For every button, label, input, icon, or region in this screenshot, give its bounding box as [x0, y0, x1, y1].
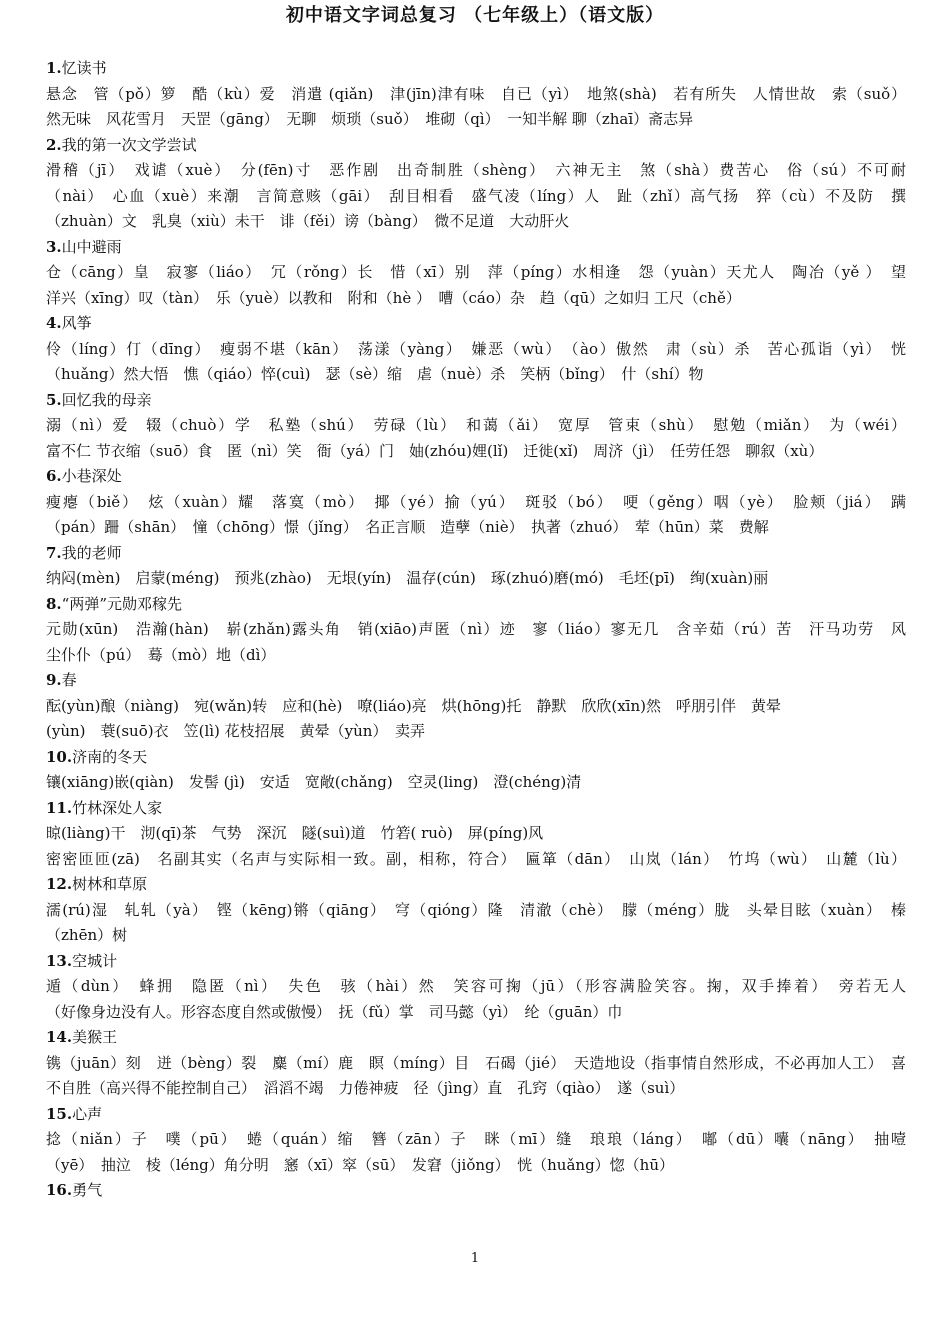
lesson-number: 11.: [46, 798, 73, 817]
lesson-number: 2.: [46, 135, 62, 154]
vocabulary-list: [46, 56, 906, 1204]
vocabulary-line: 伶（líng）仃（dīng） 瘦弱不堪（kān） 荡漾（yàng） 嫌恶（wù） （ào）傲然 肃（sù）杀 苦心孤诣（yì） 恍: [46, 339, 906, 358]
vocabulary-line: 瘦瘪（biě） 炫（xuàn）耀 落寞（mò） 揶（yé）揄（yú） 斑驳（bó） 哽（gěng）咽（yè） 脸颊（jiá） 蹒: [46, 492, 906, 511]
lesson-heading: [46, 745, 906, 771]
lesson-heading: [46, 235, 906, 261]
vocabulary-line: 濡(rú)湿 轧轧（yà） 铿（kēng)锵（qiāng） 穹（qióng）隆 清澈（chè） 朦（méng）胧 头晕目眩（xuàn） 榛: [46, 900, 906, 919]
vocabulary-line: 密密匝匝(zā) 名副其实（名声与实际相一致。副，相称，符合） 匾箪（dān） 山岚（lán） 竹坞（wù） 山麓（lù）: [46, 849, 906, 868]
vocabulary-line: 酝(yùn)酿（niàng) 宛(wǎn)转 应和(hè) 嘹(liáo)亮 烘(hōng)托 静默 欣欣(xīn)然 呼朋引伴 黄晕: [46, 696, 781, 715]
page-title: 初中语文字词总复习 （七年级上）（语文版）: [285, 5, 665, 26]
vocabulary-line: （zhuàn）文 乳臭（xiù）未干 诽（fěi）谤（bàng） 微不足道 大动肝火: [46, 212, 570, 230]
lesson-number: 1.: [46, 59, 62, 77]
vocabulary-line: 滑稽（jī） 戏谑（xuè） 分(fēn)寸 恶作剧 出奇制胜（shèng） 六神无主 煞（shà）费苦心 俗（sú）不可耐: [46, 161, 906, 179]
vocabulary-line: 元勋(xūn) 浩瀚(hàn) 崭(zhǎn)露头角 销(xiāo)声匿（nì）迹 寥（liáo）寥无几 含辛茹（rú）苦 汗马功劳 风: [46, 620, 906, 638]
lesson-heading: [46, 949, 906, 975]
lesson-number: 10.: [46, 747, 73, 766]
vocabulary-line: 溺（nì）爱 辍（chuò）学 私塾（shú） 劳碌（lù） 和蔼（ǎi） 宽厚 管束（shù） 慰勉（miǎn） 为（wéi）: [46, 416, 906, 434]
vocabulary-line: 晾(liàng)干 沏(qī)茶 气势 深沉 隧(suì)道 竹箬( ruò) 屏(píng)风: [46, 824, 544, 842]
vocabulary-line: 不自胜（高兴得不能控制自己） 滔滔不竭 力倦神疲 径（jìng）直 孔窍（qiào） 遂（suì）: [46, 1079, 685, 1097]
lesson-number: 8.: [46, 594, 62, 613]
lesson-title: “两弹”元勋邓稼先: [61, 594, 183, 613]
lesson-title: 空城计: [72, 951, 118, 970]
lesson-heading: [46, 1178, 906, 1204]
vocabulary-line: （好像身边没有人。形容态度自然或傲慢） 抚（fǔ）掌 司马懿（yì） 纶（guān）巾: [46, 1002, 623, 1021]
lesson-title: 山中避雨: [61, 237, 122, 256]
vocabulary-line: （zhēn）树: [46, 926, 128, 944]
vocabulary-line: （yē） 抽泣 棱（léng）角分明 窸（xī）窣（sū） 发窘（jiǒng） 恍（huǎng）惚（hū）: [46, 1155, 674, 1174]
vocabulary-line: 纳闷(mèn) 启蒙(méng) 预兆(zhào) 无垠(yín) 温存(cún) 琢(zhuó)磨(mó) 毛坯(pī) 绚(xuàn)丽: [46, 569, 769, 587]
lesson-title: 济南的冬天: [72, 747, 148, 766]
lesson-title: 忆读书: [61, 59, 107, 77]
lesson-heading: [46, 56, 906, 82]
lesson-title: 竹林深处人家: [72, 798, 163, 817]
vocabulary-line: 仓（cāng）皇 寂寥（liáo） 冗（rǒng）长 惜（xī）别 萍（píng）水相逢 怨（yuàn）天尤人 陶冶（yě ） 望: [46, 263, 906, 281]
vocabulary-line: （nài） 心血（xuè）来潮 言简意赅（gāi） 刮目相看 盛气凌（líng）人 趾（zhǐ）高气扬 猝（cù）不及防 撰: [46, 186, 906, 205]
lesson-number: 14.: [46, 1028, 73, 1046]
lesson-title: 心声: [72, 1104, 103, 1123]
vocabulary-line: 镶(xiāng)嵌(qiàn) 发髻 (jì) 安适 宽敞(chǎng) 空灵(ling) 澄(chéng)清: [46, 773, 582, 791]
lesson-title: 春: [61, 671, 77, 689]
lesson-number: 13.: [46, 951, 73, 970]
lesson-title: 风筝: [61, 314, 92, 332]
lesson-title: 我的老师: [61, 543, 122, 562]
lesson-heading: [46, 872, 906, 898]
lesson-number: 12.: [46, 875, 73, 893]
vocabulary-line: 遁（dùn） 蜂拥 隐匿（nì） 失色 骇（hài）然 笑容可掬（jū）（形容满脸笑容。掬，双手捧着） 旁若无人: [46, 977, 906, 995]
lesson-heading: [46, 1025, 906, 1051]
vocabulary-line: 捻（niǎn）子 噗（pū） 蜷（quán）缩 簪（zān）子 眯（mī）缝 琅琅（láng） 嘟（dū）囔（nāng） 抽噎: [46, 1130, 906, 1148]
vocabulary-line: (yùn) 蓑(suō)衣 笠(lì) 花枝招展 黄晕（yùn） 卖弄: [46, 722, 425, 740]
lesson-heading: [46, 796, 906, 822]
lesson-number: 3.: [46, 237, 62, 256]
lesson-heading: [46, 311, 906, 337]
lesson-heading: [46, 541, 906, 567]
vocabulary-line: 然无味 风花雪月 天罡（gāng） 无聊 烦琐（suǒ） 堆砌（qì） 一知半解 聊（zhaī）斋志异: [46, 110, 694, 128]
lesson-number: 16.: [46, 1181, 73, 1199]
lesson-title: 美猴王: [72, 1028, 118, 1046]
lesson-heading: [46, 388, 906, 414]
lesson-heading: [46, 133, 906, 159]
lesson-title: 我的第一次文学尝试: [61, 135, 197, 154]
lesson-title: 小巷深处: [61, 467, 122, 485]
lesson-number: 7.: [46, 543, 62, 562]
lesson-title: 回忆我的母亲: [61, 390, 152, 409]
lesson-heading: [46, 464, 906, 490]
lesson-heading: [46, 668, 906, 694]
vocabulary-line: 镌（juān）刻 迸（bèng）裂 麋（mí）鹿 瞑（míng）目 石碣（jié） 天造地设（指事情自然形成，不必再加人工） 喜: [46, 1053, 906, 1072]
vocabulary-line: （huǎng）然大悟 憔（qiáo）悴(cuì) 瑟（sè）缩 虐（nuè）杀 笑柄（bǐng） 什（shí）物: [46, 365, 704, 383]
vocabulary-line: 悬念 管（pǒ）箩 酷（kù）爱 消遣 (qiǎn) 津(jīn)津有味 自已（yì） 地煞(shà) 若有所失 人情世故 索（suǒ）: [46, 84, 906, 103]
lesson-number: 4.: [46, 314, 62, 332]
lesson-number: 5.: [46, 390, 62, 409]
vocabulary-line: （pán）跚（shān） 憧（chōng）憬（jǐng） 名正言顺 造孽（niè） 执著（zhuó） 荤（hūn）菜 费解: [46, 518, 769, 536]
lesson-title: 勇气: [72, 1181, 103, 1199]
lesson-number: 15.: [46, 1104, 73, 1123]
lesson-heading: [46, 592, 906, 618]
page-number: 1: [470, 1251, 480, 1266]
lesson-number: 6.: [46, 467, 62, 485]
vocabulary-line: 富不仁 节衣缩（suō）食 匿（nì）笑 衙（yá）门 妯(zhóu)娌(lǐ) 迁徙(xǐ) 周济（jì） 任劳任怨 聊叙（xù）: [46, 441, 824, 460]
lesson-title: 树林和草原: [72, 875, 148, 893]
lesson-heading: [46, 1102, 906, 1128]
vocabulary-line: 尘仆仆（pú） 蓦（mò）地（dì）: [46, 645, 276, 664]
vocabulary-line: 洋兴（xīng）叹（tàn） 乐（yuè）以教和 附和（hè ） 嘈（cáo）杂 趋（qū）之如归 工尺（chě）: [46, 288, 741, 307]
lesson-number: 9.: [46, 671, 62, 689]
